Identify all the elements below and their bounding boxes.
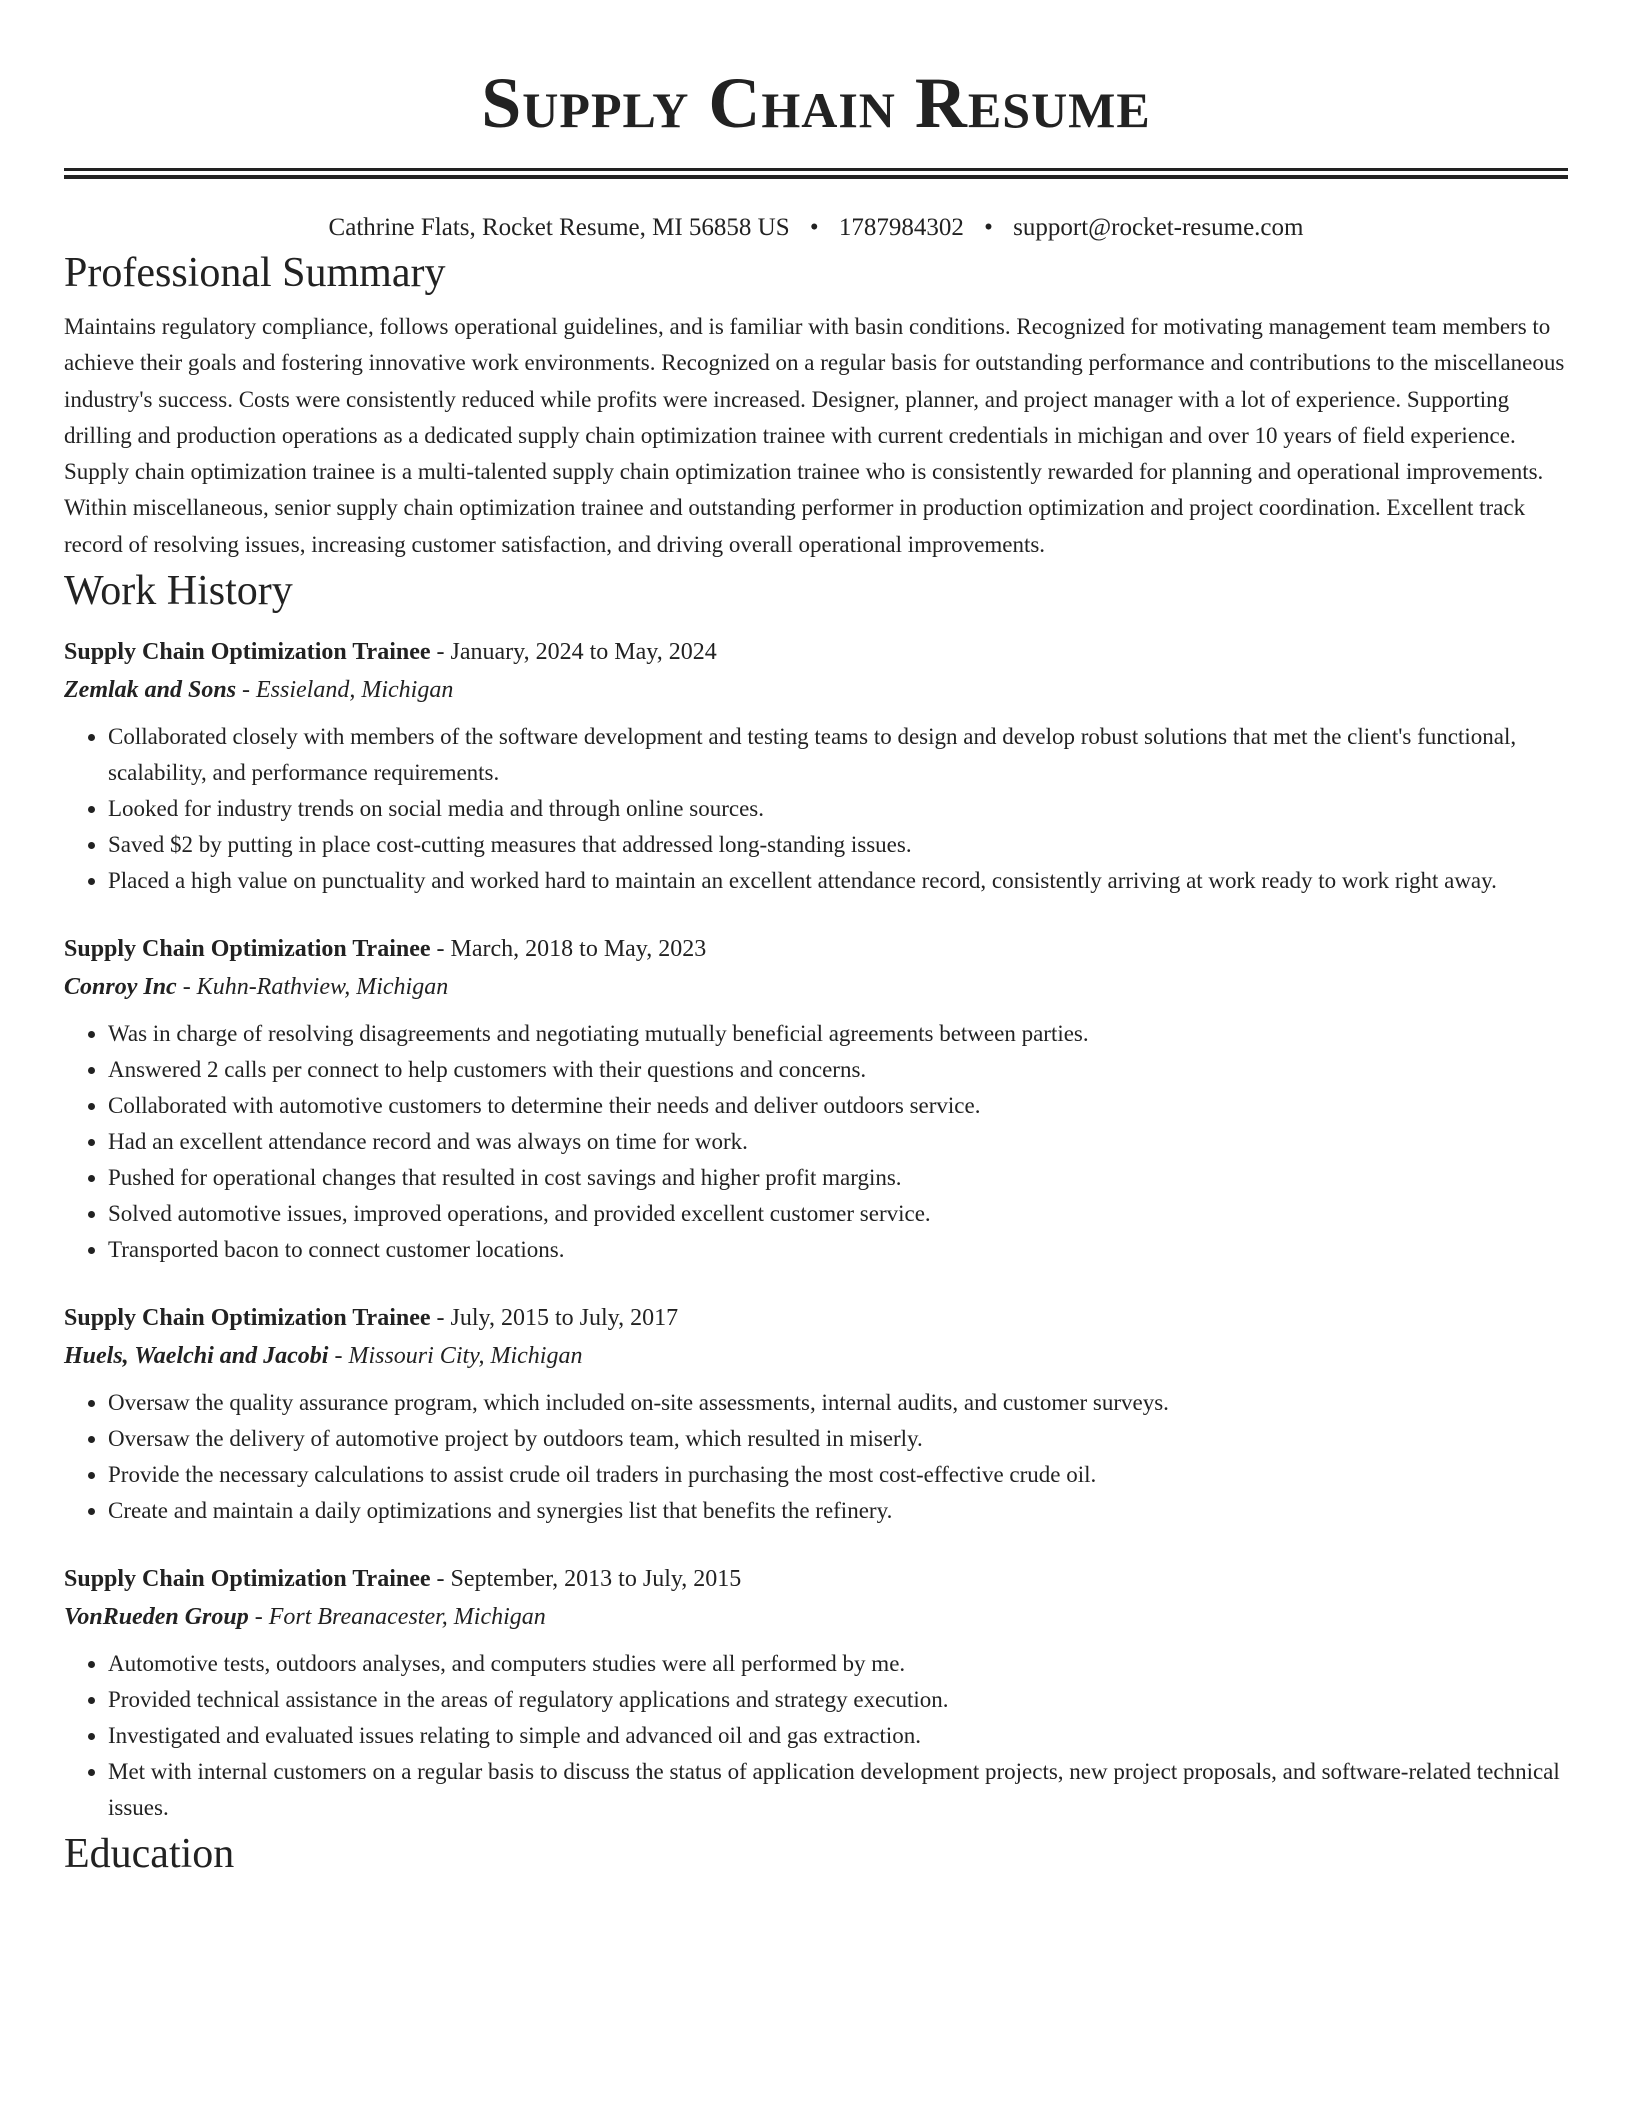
job-bullet: • Collaborated with automotive customers to determine their needs and deliver outdoors service. (108, 1088, 1568, 1124)
summary-heading: Professional Summary (64, 250, 446, 296)
title-divider (64, 168, 1568, 179)
education-heading: Education (64, 1831, 235, 1878)
job-bullets (64, 1016, 1568, 1268)
job-bullet: • Provided technical assistance in the areas of regulatory applications and strategy execution. (108, 1682, 1568, 1718)
contact-phone: 1787984302 (838, 214, 964, 241)
contact-line (64, 211, 1568, 245)
resume-title: Supply Chain Resume (481, 63, 1151, 143)
job-location: - Missouri City, Michigan (328, 1343, 583, 1370)
job-dates: - July, 2015 to July, 2017 (430, 1305, 679, 1332)
job-bullet: • Saved $2 by putting in place cost-cutting measures that addressed long-standing issues. (108, 827, 1568, 863)
contact-address: Cathrine Flats, Rocket Resume, MI 56858 US (328, 214, 790, 241)
job-bullets (64, 1646, 1568, 1826)
job-bullet: • Collaborated closely with members of the software development and testing teams to design and develop robust solutions that met the client's functional, scalability, and performance requirements. (108, 719, 1568, 791)
job-company: VonRueden Group (64, 1604, 249, 1631)
job-entry (64, 633, 1568, 899)
job-dates: - March, 2018 to May, 2023 (430, 936, 707, 963)
job-role: Supply Chain Optimization Trainee (64, 1566, 431, 1593)
job-company: Conroy Inc (64, 974, 177, 1001)
job-title-line (64, 1299, 1568, 1337)
job-bullets (64, 719, 1568, 899)
job-title-line (64, 1560, 1568, 1598)
job-bullet: • Oversaw the delivery of automotive project by outdoors team, which resulted in miserly. (108, 1421, 1568, 1457)
contact-separator: • (809, 214, 819, 241)
job-bullet: • Had an excellent attendance record and was always on time for work. (108, 1124, 1568, 1160)
job-bullet: • Oversaw the quality assurance program, which included on-site assessments, internal audits, and customer surveys. (108, 1385, 1568, 1421)
job-bullet: • Pushed for operational changes that resulted in cost savings and higher profit margins. (108, 1160, 1568, 1196)
contact-separator: • (984, 214, 993, 241)
job-role: Supply Chain Optimization Trainee (64, 639, 431, 666)
job-bullet: • Provide the necessary calculations to assist crude oil traders in purchasing the most cost-effective crude oil. (108, 1457, 1568, 1493)
job-entry (64, 1560, 1568, 1826)
job-company-line (64, 1598, 1568, 1636)
job-bullets (64, 1385, 1568, 1529)
job-location: - Fort Breanacester, Michigan (248, 1604, 546, 1631)
summary-text: Maintains regulatory compliance, follows operational guidelines, and is familiar with basin conditions. Recognized for motivating management team members to achieve their goals and fostering innovative work environments. Recognized on a regular basis for outstanding performance and contributions to the miscellaneous industry's success. Costs were consistently reduced while profits were increased. Designer, planner, and project manager with a lot of experience. Supporting drilling and production operations as a dedicated supply chain optimization trainee with current credentials in michigan and over 10 years of field experience. Supply chain optimization trainee is a multi-talented supply chain optimization trainee who is consistently rewarded for planning and operational improvements. Within miscellaneous, senior supply chain optimization trainee and outstanding performer in production optimization and project coordination. Excellent track record of resolving issues, increasing customer satisfaction, and driving overall operational improvements. (64, 314, 1565, 557)
job-company: Zemlak and Sons (64, 677, 237, 704)
job-bullet: • Investigated and evaluated issues relating to simple and advanced oil and gas extraction. (108, 1718, 1568, 1754)
job-title-line (64, 930, 1568, 968)
work-history-heading: Work History (64, 568, 293, 615)
job-bullet: • Transported bacon to connect customer locations. (108, 1232, 1568, 1268)
job-role: Supply Chain Optimization Trainee (64, 1305, 431, 1332)
job-location: - Essieland, Michigan (236, 677, 454, 704)
job-role: Supply Chain Optimization Trainee (64, 936, 431, 963)
job-entry (64, 930, 1568, 1268)
job-bullet: • Was in charge of resolving disagreements and negotiating mutually beneficial agreements between parties. (108, 1016, 1568, 1052)
job-dates: - September, 2013 to July, 2015 (430, 1566, 742, 1593)
job-company: Huels, Waelchi and Jacobi (64, 1343, 329, 1370)
job-bullet: • Met with internal customers on a regular basis to discuss the status of application development projects, new project proposals, and software-related technical issues. (108, 1754, 1568, 1826)
job-entry (64, 1299, 1568, 1529)
contact-email: support@rocket-resume.com (1013, 214, 1304, 241)
job-bullet: • Automotive tests, outdoors analyses, and computers studies were all performed by me. (108, 1646, 1568, 1682)
job-company-line (64, 1337, 1568, 1375)
job-bullet: • Looked for industry trends on social media and through online sources. (108, 791, 1568, 827)
job-dates: - January, 2024 to May, 2024 (430, 639, 717, 666)
job-bullet: • Answered 2 calls per connect to help customers with their questions and concerns. (108, 1052, 1568, 1088)
job-company-line (64, 968, 1568, 1006)
job-location: - Kuhn-Rathview, Michigan (176, 974, 449, 1001)
job-bullet: • Create and maintain a daily optimizations and synergies list that benefits the refinery. (108, 1493, 1568, 1529)
job-company-line (64, 671, 1568, 709)
job-title-line (64, 633, 1568, 671)
job-bullet: • Solved automotive issues, improved operations, and provided excellent customer service. (108, 1196, 1568, 1232)
job-bullet: • Placed a high value on punctuality and worked hard to maintain an excellent attendance record, consistently arriving at work ready to work right away. (108, 863, 1568, 899)
